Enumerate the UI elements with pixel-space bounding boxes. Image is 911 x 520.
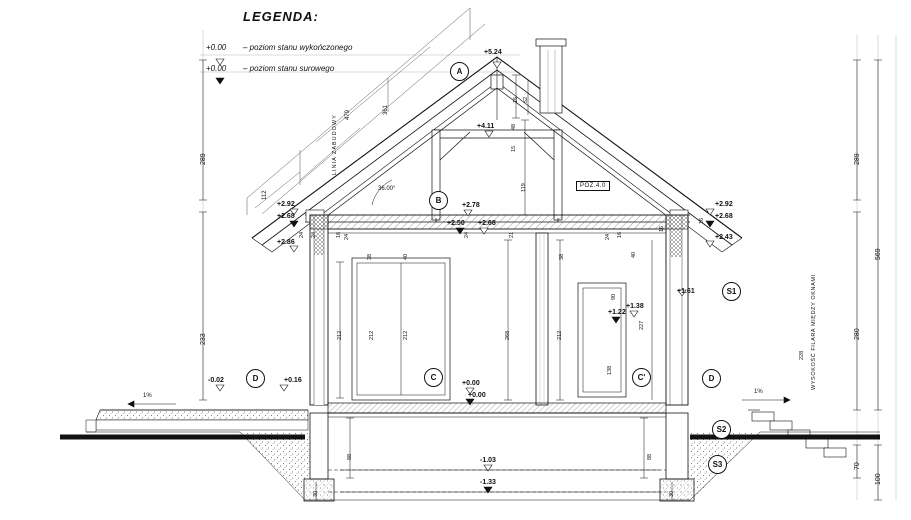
dim-right-569: 569: [875, 248, 882, 260]
dim-52: 52: [523, 96, 529, 103]
level-minus-1-33: -1.33: [480, 479, 496, 486]
legend-value-0: +0.00: [206, 43, 227, 52]
dim-30a: 30: [313, 490, 319, 497]
level-2-43-right: +2.43: [715, 234, 733, 241]
dim-40b: 40: [403, 253, 409, 260]
dim-88a: 88: [347, 453, 353, 460]
dim-right-100: 100: [875, 473, 882, 485]
dim-228: 228: [799, 350, 805, 360]
text-wysokosc-filara: WYSOKOŚĆ FILARA MIĘDZY OKNAMI: [811, 274, 817, 390]
detail-bubble-s1[interactable]: S1: [722, 282, 741, 301]
level-1-61: +1.61: [677, 288, 695, 295]
level-2-68-left: +2.68: [277, 213, 295, 220]
dim-212b: 212: [369, 330, 375, 340]
level-1-38: +1.38: [626, 303, 644, 310]
dim-48: 48: [511, 123, 517, 130]
dim-227: 227: [639, 320, 645, 330]
dim-88b: 88: [647, 453, 653, 460]
dim-right-289: 289: [854, 153, 861, 165]
roof-dim-479: 479: [345, 109, 351, 120]
dim-16b: 16: [699, 217, 705, 224]
roof-angle: 36.00°: [378, 186, 396, 192]
dim-38b: 38: [367, 253, 373, 260]
level-2-86-left: +2.86: [277, 239, 295, 246]
level-2-50-mid: +2.50: [447, 220, 465, 227]
dim-21: 21: [509, 231, 515, 238]
dim-16c: 16: [617, 231, 623, 238]
dim-24a: 24: [299, 231, 305, 238]
dim-16d: 16: [336, 231, 342, 238]
level-2-92-right: +2.92: [715, 201, 733, 208]
dim-212c: 212: [403, 330, 409, 340]
dim-24c: 24: [464, 231, 470, 238]
level-0-16: +0.16: [284, 377, 302, 384]
detail-bubble-s2[interactable]: S2: [712, 420, 731, 439]
dim-15b: 15: [511, 145, 517, 152]
axis-bubble-d-left[interactable]: D: [246, 369, 265, 388]
dim-24d: 24: [605, 233, 611, 240]
level-2-68-mid: +2.68: [478, 220, 496, 227]
dim-15a: 15: [513, 96, 519, 103]
slope-left: 1%: [143, 393, 152, 399]
position-tag: POZ.4.0: [576, 181, 610, 191]
roof-dim-361: 361: [383, 104, 389, 115]
level-4-11: +4.11: [477, 123, 495, 130]
detail-bubble-s3[interactable]: S3: [708, 455, 727, 474]
dim-24b: 24: [311, 231, 317, 238]
level-0-00-filled: +0.00: [468, 392, 486, 399]
dim-212d: 212: [557, 330, 563, 340]
level-minus-1-03: -1.03: [480, 457, 496, 464]
legend-text-1: – poziom stanu surowego: [243, 64, 335, 73]
level-1-22: +1.22: [608, 309, 626, 316]
dim-212a: 212: [337, 330, 343, 340]
legend-value-1: +0.00: [206, 64, 227, 73]
dim-38a: 38: [559, 253, 565, 260]
roof-dim-112: 112: [262, 190, 268, 200]
dim-24e: 24: [344, 233, 350, 240]
level-5-24: +5.24: [484, 49, 502, 56]
dim-268: 268: [505, 330, 511, 340]
level-0-00-open: +0.00: [462, 380, 480, 387]
dim-30b: 30: [669, 490, 675, 497]
level-2-68-right: +2.68: [715, 213, 733, 220]
dim-138: 138: [607, 365, 613, 375]
axis-bubble-a[interactable]: A: [450, 62, 469, 81]
legend-title: LEGENDA:: [243, 9, 319, 24]
dim-right-280: 280: [854, 328, 861, 340]
slope-right: 1%: [754, 389, 763, 395]
legend-text-0: – poziom stanu wykończonego: [243, 43, 353, 52]
level-2-92-left: +2.92: [277, 201, 295, 208]
axis-bubble-c2[interactable]: C': [632, 368, 651, 387]
dim-40a: 40: [631, 251, 637, 258]
axis-bubble-b[interactable]: B: [429, 191, 448, 210]
level-2-78-mid: +2.78: [462, 202, 480, 209]
dim-left-233: 233: [200, 333, 207, 345]
dim-left-289: 289: [200, 153, 207, 165]
dim-right-70: 70: [854, 462, 861, 470]
dim-90: 90: [611, 293, 617, 300]
text-linia-zabudowy: LINIA ZABUDOWY: [332, 114, 338, 175]
dim-16a: 16: [659, 225, 665, 232]
level-minus-0-02: -0.02: [208, 377, 224, 384]
axis-bubble-d-right[interactable]: D: [702, 369, 721, 388]
axis-bubble-c[interactable]: C: [424, 368, 443, 387]
dim-119: 119: [521, 183, 527, 192]
